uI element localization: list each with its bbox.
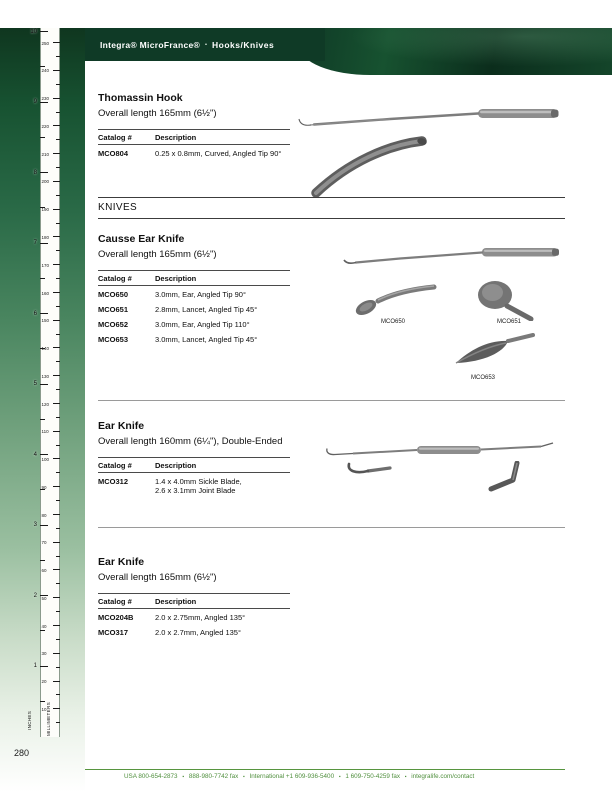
ruler-tick <box>56 417 60 418</box>
mco653-tip-image <box>448 330 538 370</box>
ruler-tick-label: 5 <box>33 381 37 387</box>
ruler-tick <box>56 722 60 723</box>
table-row <box>98 145 290 160</box>
causse-ear-knife-instrument-image <box>330 244 565 274</box>
ruler-tick-label: 170 <box>41 262 50 268</box>
curved-tube-instrument-image <box>303 136 433 198</box>
product-subtitle: Overall length 160mm (6¼"), Double-Ended <box>98 436 283 447</box>
ruler-tick <box>53 681 60 682</box>
table-row <box>98 316 290 331</box>
knives-heading-band <box>98 197 565 219</box>
ruler-tick-label: 190 <box>41 207 50 213</box>
ruler-millimeters-label: MILLIMETERS <box>46 702 51 736</box>
product-title: Ear Knife <box>98 556 145 568</box>
row-description: 3.0mm, Ear, Angled Tip 90° <box>155 289 246 299</box>
header-photo <box>300 28 612 75</box>
row-description: 3.0mm, Lancet, Angled Tip 45° <box>155 334 258 344</box>
brand-title: Integra® MicroFrance® <box>100 39 201 50</box>
col-header-catalog: Catalog # <box>98 273 132 283</box>
ruler-tick <box>53 569 60 570</box>
product-table <box>98 270 290 346</box>
ruler-tick <box>56 583 60 584</box>
ruler-tick <box>53 375 60 376</box>
table-row <box>98 624 290 639</box>
product-table <box>98 593 290 639</box>
ruler-tick-label: 80 <box>41 512 47 518</box>
ruler-tick-label: 140 <box>41 346 50 352</box>
ruler-tick-label: 150 <box>41 318 50 324</box>
footer-separator-icon: ▪ <box>404 774 407 780</box>
ruler-tick-label: 9 <box>33 99 37 105</box>
knives-heading: KNIVES <box>98 202 138 213</box>
row-description-line1: 1.4 x 4.0mm Sickle Blade, <box>155 476 242 486</box>
header-section-title: Hooks/Knives <box>212 39 275 50</box>
ruler-tick-label: 90 <box>41 484 47 490</box>
ruler-tick <box>53 98 60 99</box>
table-header-row <box>98 129 290 145</box>
ruler-tick <box>53 625 60 626</box>
footer-phone-usa: USA 800-654-2873 <box>124 773 178 780</box>
product-title: Ear Knife <box>98 420 145 432</box>
ruler-tick <box>40 419 45 420</box>
ruler-tick-label: 7 <box>33 240 37 246</box>
col-header-description: Description <box>155 273 197 283</box>
ruler-tick <box>53 514 60 515</box>
ruler-tick-label: 220 <box>41 123 50 129</box>
table-row <box>98 609 290 624</box>
catalog-number: MCO651 <box>98 304 129 314</box>
ruler-tick-label: 110 <box>41 429 49 435</box>
joint-blade-detail-image <box>478 461 523 495</box>
ruler-tick <box>56 556 60 557</box>
col-header-description: Description <box>155 596 197 606</box>
row-description: 2.0 x 2.7mm, Angled 135° <box>155 627 241 637</box>
ruler-tick-label: 160 <box>41 290 50 296</box>
ruler-tick <box>40 137 45 138</box>
page-number: 280 <box>14 748 30 758</box>
section-ear-knife <box>98 556 565 639</box>
footer-fax-usa: 888-980-7742 fax <box>188 773 239 780</box>
col-header-description: Description <box>155 132 197 142</box>
product-subtitle: Overall length 165mm (6½") <box>98 108 217 119</box>
catalog-number: MCO312 <box>98 476 129 486</box>
ruler-tick <box>56 389 60 390</box>
ruler-tick <box>56 278 60 279</box>
ruler-tick-label: 120 <box>41 401 50 407</box>
col-header-catalog: Catalog # <box>98 460 132 470</box>
product-title: Causse Ear Knife <box>98 233 185 245</box>
footer-rule <box>85 769 565 770</box>
ruler-tick <box>56 334 60 335</box>
ruler-tick <box>56 445 60 446</box>
ruler-tick-label: 70 <box>41 540 47 546</box>
ruler-tick <box>56 56 60 57</box>
section-divider <box>98 400 565 401</box>
catalog-number: MCO804 <box>98 148 129 158</box>
ruler-tick <box>40 243 48 244</box>
ruler-inches-label: INCHES <box>27 710 32 730</box>
ruler-tick <box>53 42 60 43</box>
product-subtitle: Overall length 165mm (6½") <box>98 572 217 583</box>
thomassin-hook-instrument-image <box>280 104 565 138</box>
ruler-tick <box>56 528 60 529</box>
image-label-mco650: MCO650 <box>381 319 406 325</box>
mco651-tip-image <box>462 279 537 321</box>
ruler-tick <box>40 701 45 702</box>
ruler-tick <box>53 181 60 182</box>
col-header-catalog: Catalog # <box>98 132 132 142</box>
ruler-tick-label: 3 <box>33 522 37 528</box>
catalog-number: MCO317 <box>98 627 129 637</box>
ruler-tick-label: 60 <box>41 568 47 574</box>
ruler-tick-label: 40 <box>41 623 47 629</box>
ruler-tick-label: 10 <box>30 28 37 35</box>
ruler-tick-label: 10 <box>41 706 47 712</box>
ruler-tick <box>40 560 45 561</box>
ruler-tick <box>53 597 60 598</box>
ruler-tick <box>53 125 60 126</box>
row-description: 0.25 x 0.8mm, Curved, Angled Tip 90° <box>155 148 282 158</box>
ruler-tick-label: 200 <box>41 179 50 185</box>
ruler-tick-label: 100 <box>41 457 50 463</box>
image-label-mco653: MCO653 <box>471 375 496 381</box>
header-separator-icon: ▪ <box>205 41 208 48</box>
ruler-tick <box>40 666 48 667</box>
ruler-tick <box>40 31 48 32</box>
ruler-tick-label: 20 <box>41 679 47 685</box>
ruler-tick <box>53 292 60 293</box>
table-row <box>98 286 290 301</box>
ruler-tick <box>53 653 60 654</box>
ruler-tick-label: 30 <box>41 651 47 657</box>
ruler-tick <box>56 195 60 196</box>
ruler-tick <box>56 306 60 307</box>
ruler-tick <box>53 347 60 348</box>
footer-separator-icon: ▪ <box>182 774 185 780</box>
ruler-tick <box>53 236 60 237</box>
col-header-description: Description <box>155 460 197 470</box>
catalog-number: MCO650 <box>98 289 129 299</box>
row-description: 2.0 x 2.75mm, Angled 135° <box>155 612 246 622</box>
ruler-tick <box>53 264 60 265</box>
ruler-tick <box>56 167 60 168</box>
ruler-tick-label: 250 <box>41 40 50 46</box>
ruler-tick <box>40 102 48 103</box>
ruler-tick <box>56 361 60 362</box>
ruler-tick-label: 210 <box>41 151 50 157</box>
sickle-blade-detail-image <box>338 462 393 482</box>
ruler-tick-label: 180 <box>41 235 50 240</box>
ruler-tick-label: 230 <box>41 96 50 102</box>
row-description: 3.0mm, Ear, Angled Tip 110° <box>155 319 250 329</box>
ruler-tick <box>40 313 48 314</box>
footer-contact-link[interactable]: integralife.com/contact <box>411 773 475 780</box>
ruler-tick <box>40 172 48 173</box>
footer-fax-international: 1 609-750-4259 fax <box>345 773 400 780</box>
table-row <box>98 473 290 498</box>
ruler-tick <box>56 667 60 668</box>
row-description: 2.8mm, Lancet, Angled Tip 45° <box>155 304 258 314</box>
ruler-tick <box>56 611 60 612</box>
ruler-tick <box>53 403 60 404</box>
catalog-number: MCO204B <box>98 612 134 622</box>
ruler-tick <box>56 139 60 140</box>
ruler-tick-label: 240 <box>41 68 50 74</box>
ruler-tick <box>53 209 60 210</box>
product-title: Thomassin Hook <box>98 92 183 104</box>
ruler-tick <box>40 278 45 279</box>
ruler-tick <box>56 694 60 695</box>
ruler-tick-label: 50 <box>41 595 47 601</box>
col-header-catalog: Catalog # <box>98 596 132 606</box>
ruler-tick <box>56 250 60 251</box>
ruler-tick-label: 6 <box>33 310 37 317</box>
table-header-row <box>98 457 290 473</box>
catalog-number: MCO653 <box>98 334 129 344</box>
ruler-tick <box>56 84 60 85</box>
ruler-tick <box>53 458 60 459</box>
ruler-tick <box>56 639 60 640</box>
ruler-tick <box>53 320 60 321</box>
ruler-tick <box>53 542 60 543</box>
product-table <box>98 129 290 160</box>
footer-separator-icon: ▪ <box>242 774 245 780</box>
ruler-tick <box>40 525 48 526</box>
table-header-row <box>98 270 290 286</box>
mco650-tip-image <box>342 282 437 318</box>
ruler-tick <box>56 112 60 113</box>
ruler <box>22 28 62 737</box>
ruler-tick <box>56 500 60 501</box>
ruler-tick <box>40 454 48 455</box>
ruler-tick <box>40 384 48 385</box>
catalog-number: MCO652 <box>98 319 129 329</box>
table-row <box>98 331 290 346</box>
ruler-tick-label: 1 <box>33 663 37 669</box>
ruler-tick <box>56 472 60 473</box>
table-row <box>98 301 290 316</box>
ruler-tick-label: 4 <box>33 451 37 458</box>
footer <box>124 773 474 780</box>
ruler-tick <box>53 431 60 432</box>
ruler-tick <box>53 153 60 154</box>
table-header-row <box>98 593 290 609</box>
ruler-tick-label: 8 <box>33 169 37 176</box>
ruler-tick <box>40 630 45 631</box>
ruler-tick <box>53 70 60 71</box>
header-bar <box>85 28 325 61</box>
footer-separator-icon: ▪ <box>338 774 341 780</box>
footer-phone-international: International +1 609-936-5400 <box>249 773 335 780</box>
row-description-line2: 2.6 x 3.1mm Joint Blade <box>155 486 236 495</box>
section-divider <box>98 527 565 528</box>
product-subtitle: Overall length 165mm (6½") <box>98 249 217 260</box>
ruler-tick <box>53 708 60 709</box>
ruler-tick-label: 2 <box>33 592 37 599</box>
product-table <box>98 457 290 498</box>
ruler-tick <box>53 486 60 487</box>
ruler-tick <box>56 223 60 224</box>
image-label-mco651: MCO651 <box>497 319 522 325</box>
ruler-tick <box>40 66 45 67</box>
ruler-tick-label: 130 <box>41 373 50 379</box>
